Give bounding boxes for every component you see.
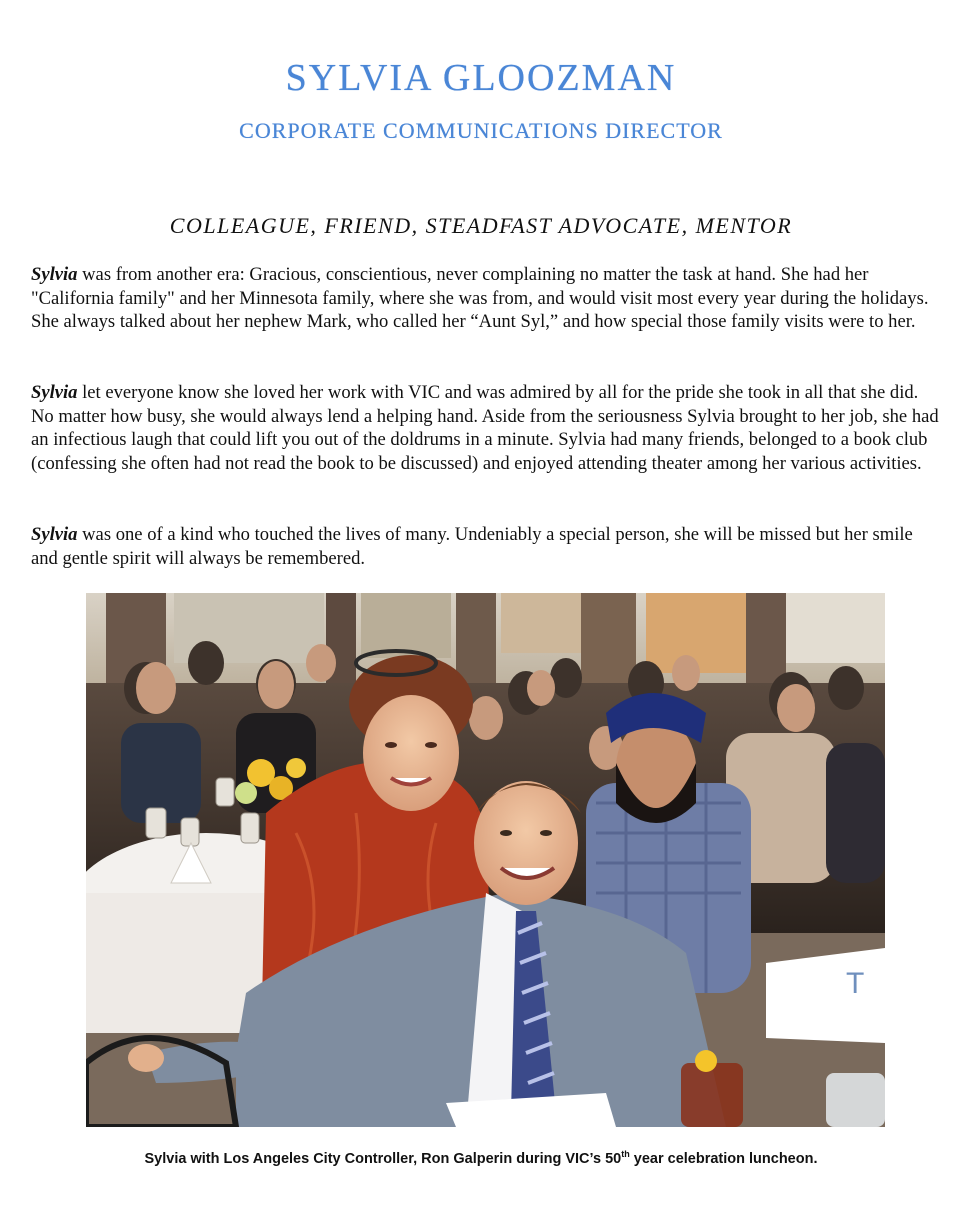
paragraph-3-text: was one of a kind who touched the lives of many. Undeniably a special person, she will be missed but her smile and gentle spirit will always be remembered. xyxy=(31,524,913,569)
event-photo xyxy=(86,593,885,1127)
page-title: SYLVIA GLOOZMAN xyxy=(285,57,677,99)
paragraph-1 xyxy=(31,263,943,334)
caption-text: Sylvia with Los Angeles City Controller, Ron Galperin during VIC’s 50 xyxy=(144,1151,622,1167)
paragraph-2-text: let everyone know she loved her work with VIC and was admired by all for the pride she took in all that she did. No matter how busy, she would always lend a helping hand. Aside from the seriousness Sylvia brought to her job, she had an infectious laugh that could lift you out of the doldrums in a minute. Sylvia had many friends, belonged to a book club (confessing she often had not read the book to be discussed) and enjoyed attending theater among her various activities. xyxy=(31,382,939,474)
paragraph-1-text: was from another era: Gracious, conscientious, never complaining no matter the task at hand. She had her "California family" and her Minnesota family, where she was from, and would visit most every year during the holidays. She always talked about her nephew Mark, who called her “Aunt Syl,” and how special those family visits were to her. xyxy=(31,264,929,332)
caption-sup: th xyxy=(621,1149,630,1160)
paragraph-3-lead: Sylvia xyxy=(31,524,78,545)
tagline: COLLEAGUE, FRIEND, STEADFAST ADVOCATE, MENTOR xyxy=(169,213,793,238)
photo-caption xyxy=(0,1151,962,1167)
paragraph-2-lead: Sylvia xyxy=(31,382,78,403)
paragraph-1-lead: Sylvia xyxy=(31,264,78,285)
paragraph-2 xyxy=(31,381,943,475)
paragraph-3 xyxy=(31,523,943,570)
job-title: CORPORATE COMMUNICATIONS DIRECTOR xyxy=(239,118,723,143)
table-card-text: T xyxy=(846,967,865,1000)
caption-text-end: year celebration luncheon. xyxy=(629,1151,818,1167)
